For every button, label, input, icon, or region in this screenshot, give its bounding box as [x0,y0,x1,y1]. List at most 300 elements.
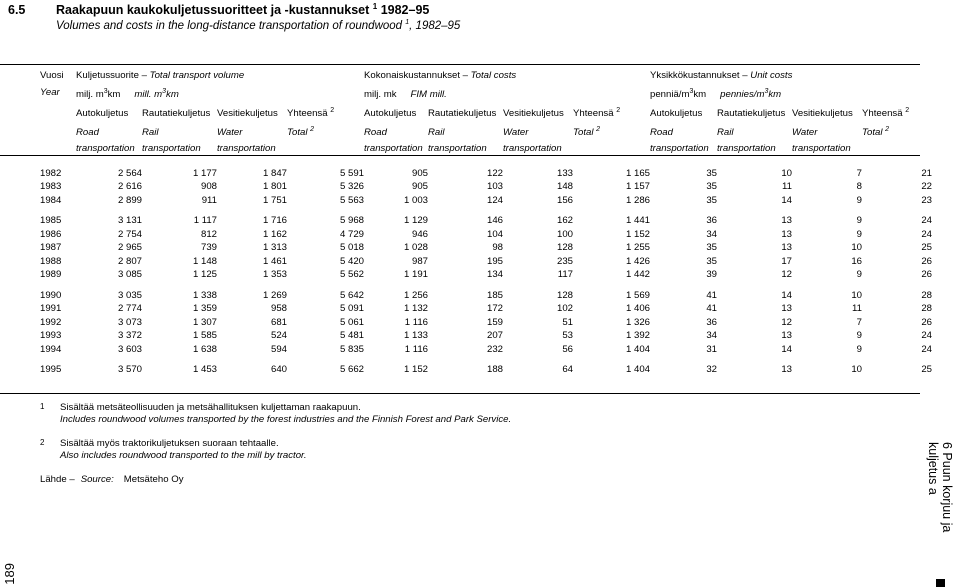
value-cell [650,316,717,330]
value-cell [364,363,428,377]
value-cell [862,363,932,377]
value-cell [364,329,428,343]
cell-value: 1 716 [262,215,287,227]
cell-value: 56 [562,343,573,355]
cell-value: 5 091 [339,303,364,315]
value-cell [142,289,217,303]
cell-value: 5 018 [339,242,364,254]
group-title-en: Unit costs [750,70,793,81]
value-cell [287,194,364,208]
footnote-1 [40,402,511,426]
cell-value: 24 [921,330,932,342]
value-cell [717,302,792,316]
source-value: Metsäteho Oy [123,474,184,485]
column-name-fi: Autokuljetus [650,107,703,119]
value-cell [217,214,287,228]
cell-value: 1 165 [625,167,650,179]
value-cell [573,302,650,316]
header-row-columns-fi [40,103,932,122]
column-header-fi [217,103,287,122]
cell-value: 13 [781,228,792,240]
value-cell [428,343,503,357]
cell-value: 739 [200,242,217,254]
column-name-en: Total [862,126,883,138]
value-cell [364,194,428,208]
corner [40,141,76,157]
cell-value: 1 286 [625,194,650,206]
table-row [40,302,932,316]
column-footnote-mark: 2 [330,106,335,114]
year-value: 1985 [40,215,62,227]
cell-value: 908 [200,181,217,193]
cell-value: 9 [856,194,862,206]
value-cell [792,329,862,343]
cell-value: 162 [556,215,573,227]
value-cell [287,289,364,303]
value-cell [217,329,287,343]
column-header-fi [76,103,142,122]
chapter-marker-square [936,579,945,587]
unit-fi: milj. m [76,88,104,100]
cell-value: 5 420 [339,255,364,267]
column-name-en-2: transportation [364,142,423,154]
value-cell [792,167,862,181]
cell-value: 1 307 [192,316,217,328]
spacer-row [40,207,932,214]
year-header-fi [40,68,76,84]
value-cell [217,316,287,330]
table-header [40,68,932,157]
column-header-fi [650,103,717,122]
footnote-2 [40,438,511,462]
value-cell [573,180,650,194]
value-cell [862,180,932,194]
year-cell [40,268,76,282]
page-number: 189 [2,563,17,585]
group-unit [364,84,503,103]
cell-value: 25 [921,364,932,376]
column-header-en-2 [217,141,287,157]
column-name-en: Road [650,126,673,138]
value-cell [792,214,862,228]
header-row-units [40,84,932,103]
cell-value: 946 [411,228,428,240]
unit-fi: milj. mk [364,88,397,100]
group-title-fi: Yksikkökustannukset – [650,70,748,81]
value-cell [287,167,364,181]
value-cell [717,329,792,343]
value-cell [217,363,287,377]
value-cell [650,329,717,343]
value-cell [503,180,573,194]
column-name-fi: Yhteensä [287,107,328,119]
cell-value: 36 [706,215,717,227]
chapter-label: 6 Puun korjuu ja kuljetus a [926,442,954,533]
value-cell [862,329,932,343]
title-fi-text: Raakapuun kaukokuljetussuoritteet ja -kustannukset [56,3,370,18]
value-cell [142,255,217,269]
value-cell [364,228,428,242]
value-cell [76,363,142,377]
value-cell [142,329,217,343]
value-cell [428,180,503,194]
value-cell [428,302,503,316]
column-header-en [503,122,573,141]
group-unit-spacer [217,84,287,103]
value-cell [217,289,287,303]
statistics-table [40,68,932,377]
cell-value: 1 326 [625,316,650,328]
column-header-en-2 [650,141,717,157]
value-cell [76,241,142,255]
value-cell [717,228,792,242]
cell-value: 1 191 [403,269,428,281]
year-cell [40,343,76,357]
year-cell [40,241,76,255]
column-name-en-2: transportation [76,142,135,154]
cell-value: 11 [852,303,862,315]
cell-value: 1 125 [192,269,217,281]
value-cell [76,268,142,282]
unit-en [411,89,447,100]
value-cell [717,180,792,194]
cell-value: 2 564 [117,167,142,179]
column-header-en-2 [862,141,932,157]
value-cell [650,289,717,303]
value-cell [142,268,217,282]
value-cell [650,241,717,255]
column-footnote-mark: 2 [616,106,621,114]
value-cell [862,241,932,255]
cell-value: 10 [851,242,862,254]
column-name-fi: Yhteensä [573,107,614,119]
footnote-en: Also includes roundwood transported to the mill by tractor. [60,450,307,461]
cell-value: 146 [486,215,503,227]
value-cell [792,316,862,330]
value-cell [287,363,364,377]
cell-value: 156 [556,194,573,206]
cell-value: 1 426 [625,255,650,267]
title-en-years: , 1982–95 [409,19,461,32]
value-cell [503,289,573,303]
cell-value: 1 406 [625,303,650,315]
cell-value: 148 [556,181,573,193]
value-cell [717,363,792,377]
notes [40,402,511,486]
value-cell [428,255,503,269]
title-finnish [56,2,429,17]
cell-value: 11 [782,181,792,193]
cell-value: 1 404 [625,364,650,376]
column-header-en-2 [364,141,428,157]
column-footnote-mark: 2 [310,125,315,133]
cell-value: 1 847 [262,167,287,179]
value-cell [573,167,650,181]
cell-value: 3 073 [117,316,142,328]
value-cell [364,316,428,330]
column-header-fi [792,103,862,122]
unit-fi-sup: 3 [689,87,694,95]
group-unit [650,84,792,103]
value-cell [650,180,717,194]
value-cell [573,316,650,330]
spacer-row [40,157,932,167]
footnote-mark: 1 [40,402,45,411]
cell-value: 9 [856,269,862,281]
value-cell [573,228,650,242]
cell-value: 5 662 [339,364,364,376]
column-name-fi: Vesitiekuljetus [792,107,853,119]
cell-value: 134 [486,269,503,281]
cell-value: 36 [706,316,717,328]
table-row [40,167,932,181]
year-value: 1989 [40,269,62,281]
value-cell [862,214,932,228]
footnote-text [60,402,511,426]
value-cell [142,316,217,330]
column-name-fi: Rautatiekuljetus [428,107,497,119]
cell-value: 13 [781,215,792,227]
cell-value: 1 177 [192,167,217,179]
footnote-fi: Sisältää myös traktorikuljetuksen suoraan tehtaalle. [60,438,279,449]
cell-value: 23 [921,194,932,206]
column-name-en-2: transportation [650,142,709,154]
value-cell [76,329,142,343]
cell-value: 3 035 [117,289,142,301]
column-header-fi [428,103,503,122]
value-cell [142,194,217,208]
cell-value: 41 [706,289,717,301]
cell-value: 1 453 [192,364,217,376]
column-header-en [428,122,503,141]
footnote-fi: Sisältää metsäteollisuuden ja metsähallituksen kuljettaman raakapuun. [60,402,361,413]
value-cell [142,228,217,242]
title-en-text: Volumes and costs in the long-distance transportation of roundwood [56,19,403,32]
year-value: 1992 [40,316,62,328]
table-row [40,214,932,228]
year-cell [40,228,76,242]
cell-value: 1 117 [193,215,217,227]
value-cell [650,343,717,357]
value-cell [142,302,217,316]
column-name-en: Road [76,126,99,138]
value-cell [142,214,217,228]
value-cell [862,194,932,208]
value-cell [428,329,503,343]
table-row [40,329,932,343]
cell-value: 1 441 [625,215,650,227]
column-header-en [76,122,142,141]
cell-value: 14 [781,194,792,206]
cell-value: 1 157 [625,181,650,193]
column-header-en [364,122,428,141]
column-name-en: Water [503,126,529,138]
cell-value: 4 729 [339,228,364,240]
column-name-en: Total [287,126,308,138]
value-cell [142,363,217,377]
cell-value: 8 [856,181,862,193]
cell-value: 35 [706,255,717,267]
cell-value: 24 [921,343,932,355]
value-cell [287,241,364,255]
value-cell [650,302,717,316]
cell-value: 1 313 [262,242,287,254]
column-header-en [573,122,650,141]
value-cell [650,214,717,228]
group-unit [76,84,217,103]
group-unit-spacer [862,84,932,103]
footnote-mark: 2 [40,438,45,447]
unit-en-text: pennies/m [720,88,765,100]
cell-value: 1 133 [403,330,428,342]
cell-value: 26 [921,255,932,267]
column-name-en-2: transportation [217,142,276,154]
column-name-en-2: transportation [717,142,776,154]
value-cell [142,241,217,255]
cell-value: 1 152 [403,364,428,376]
cell-value: 17 [781,255,792,267]
value-cell [717,241,792,255]
year-label-en: Year [40,87,60,99]
value-cell [428,316,503,330]
cell-value: 2 616 [117,181,142,193]
section-number: 6.5 [8,3,26,18]
cell-value: 9 [856,343,862,355]
cell-value: 28 [921,303,932,315]
year-value: 1988 [40,255,62,267]
table-row [40,194,932,208]
value-cell [364,289,428,303]
cell-value: 159 [486,316,503,328]
value-cell [717,194,792,208]
cell-value: 1 148 [192,255,217,267]
year-cell [40,329,76,343]
value-cell [717,343,792,357]
cell-value: 195 [486,255,503,267]
cell-value: 5 562 [339,269,364,281]
column-name-fi: Vesitiekuljetus [217,107,278,119]
value-cell [287,329,364,343]
title-block [0,2,920,32]
header-row-groups [40,68,932,84]
column-header-en-2 [287,141,364,157]
spacer-cell [40,282,76,289]
column-name-en-2: transportation [503,142,562,154]
cell-value: 22 [921,181,932,193]
column-name-en: Water [792,126,818,138]
table-body [40,157,932,377]
source-label-fi: Lähde – [40,474,75,485]
table-bottom-rule [0,393,920,394]
spacer-cell [40,356,76,363]
title-en-footnote-mark: 1 [405,19,410,27]
value-cell [287,228,364,242]
cell-value: 31 [706,343,717,355]
value-cell [76,180,142,194]
value-cell [573,194,650,208]
value-cell [792,255,862,269]
column-header-fi [364,103,428,122]
cell-value: 124 [486,194,503,206]
column-header-en [717,122,792,141]
value-cell [76,194,142,208]
cell-value: 5 642 [339,289,364,301]
column-header-en [792,122,862,141]
value-cell [862,316,932,330]
value-cell [650,194,717,208]
cell-value: 1 003 [403,194,428,206]
column-footnote-mark: 2 [905,106,910,114]
footnote-en: Includes roundwood volumes transported by the forest industries and the Finnish Forest and Park Service. [60,414,512,425]
unit-en [134,89,178,100]
column-header-en [650,122,717,141]
cell-value: 128 [556,242,573,254]
year-value: 1986 [40,228,62,240]
cell-value: 9 [856,228,862,240]
value-cell [717,167,792,181]
column-name-en-2: transportation [792,142,851,154]
cell-value: 21 [921,167,932,179]
unit-en-post: km [768,88,782,100]
unit-en-text: mill. m [134,88,163,100]
table-row [40,289,932,303]
source-line [40,474,511,486]
table-row [40,241,932,255]
spacer-row [40,356,932,363]
value-cell [76,214,142,228]
value-cell [364,268,428,282]
value-cell [287,255,364,269]
column-header-en-2 [503,141,573,157]
cell-value: 3 372 [117,330,142,342]
value-cell [503,255,573,269]
unit-en-post: km [166,88,179,100]
value-cell [792,180,862,194]
group-unit-spacer [503,84,573,103]
cell-value: 5 591 [339,167,364,179]
cell-value: 2 965 [117,242,142,254]
column-header-en-2 [142,141,217,157]
cell-value: 172 [486,303,503,315]
column-name-en: Water [217,126,243,138]
year-value: 1991 [40,303,62,315]
cell-value: 5 968 [339,215,364,227]
group-title-en: Total costs [470,70,517,81]
value-cell [217,241,287,255]
cell-value: 128 [556,289,573,301]
table-top-rule [0,64,920,65]
value-cell [862,167,932,181]
value-cell [287,302,364,316]
cell-value: 102 [556,303,573,315]
year-cell [40,214,76,228]
column-header-fi [717,103,792,122]
spacer-row [40,282,932,289]
value-cell [650,255,717,269]
group-title [650,68,932,84]
unit-en-sup: 3 [764,87,769,95]
group-title-en: Total transport volume [149,70,245,81]
value-cell [142,343,217,357]
cell-value: 905 [411,167,428,179]
cell-value: 7 [856,167,862,179]
value-cell [217,180,287,194]
value-cell [364,241,428,255]
corner [40,122,76,141]
value-cell [217,167,287,181]
cell-value: 9 [856,330,862,342]
value-cell [217,343,287,357]
